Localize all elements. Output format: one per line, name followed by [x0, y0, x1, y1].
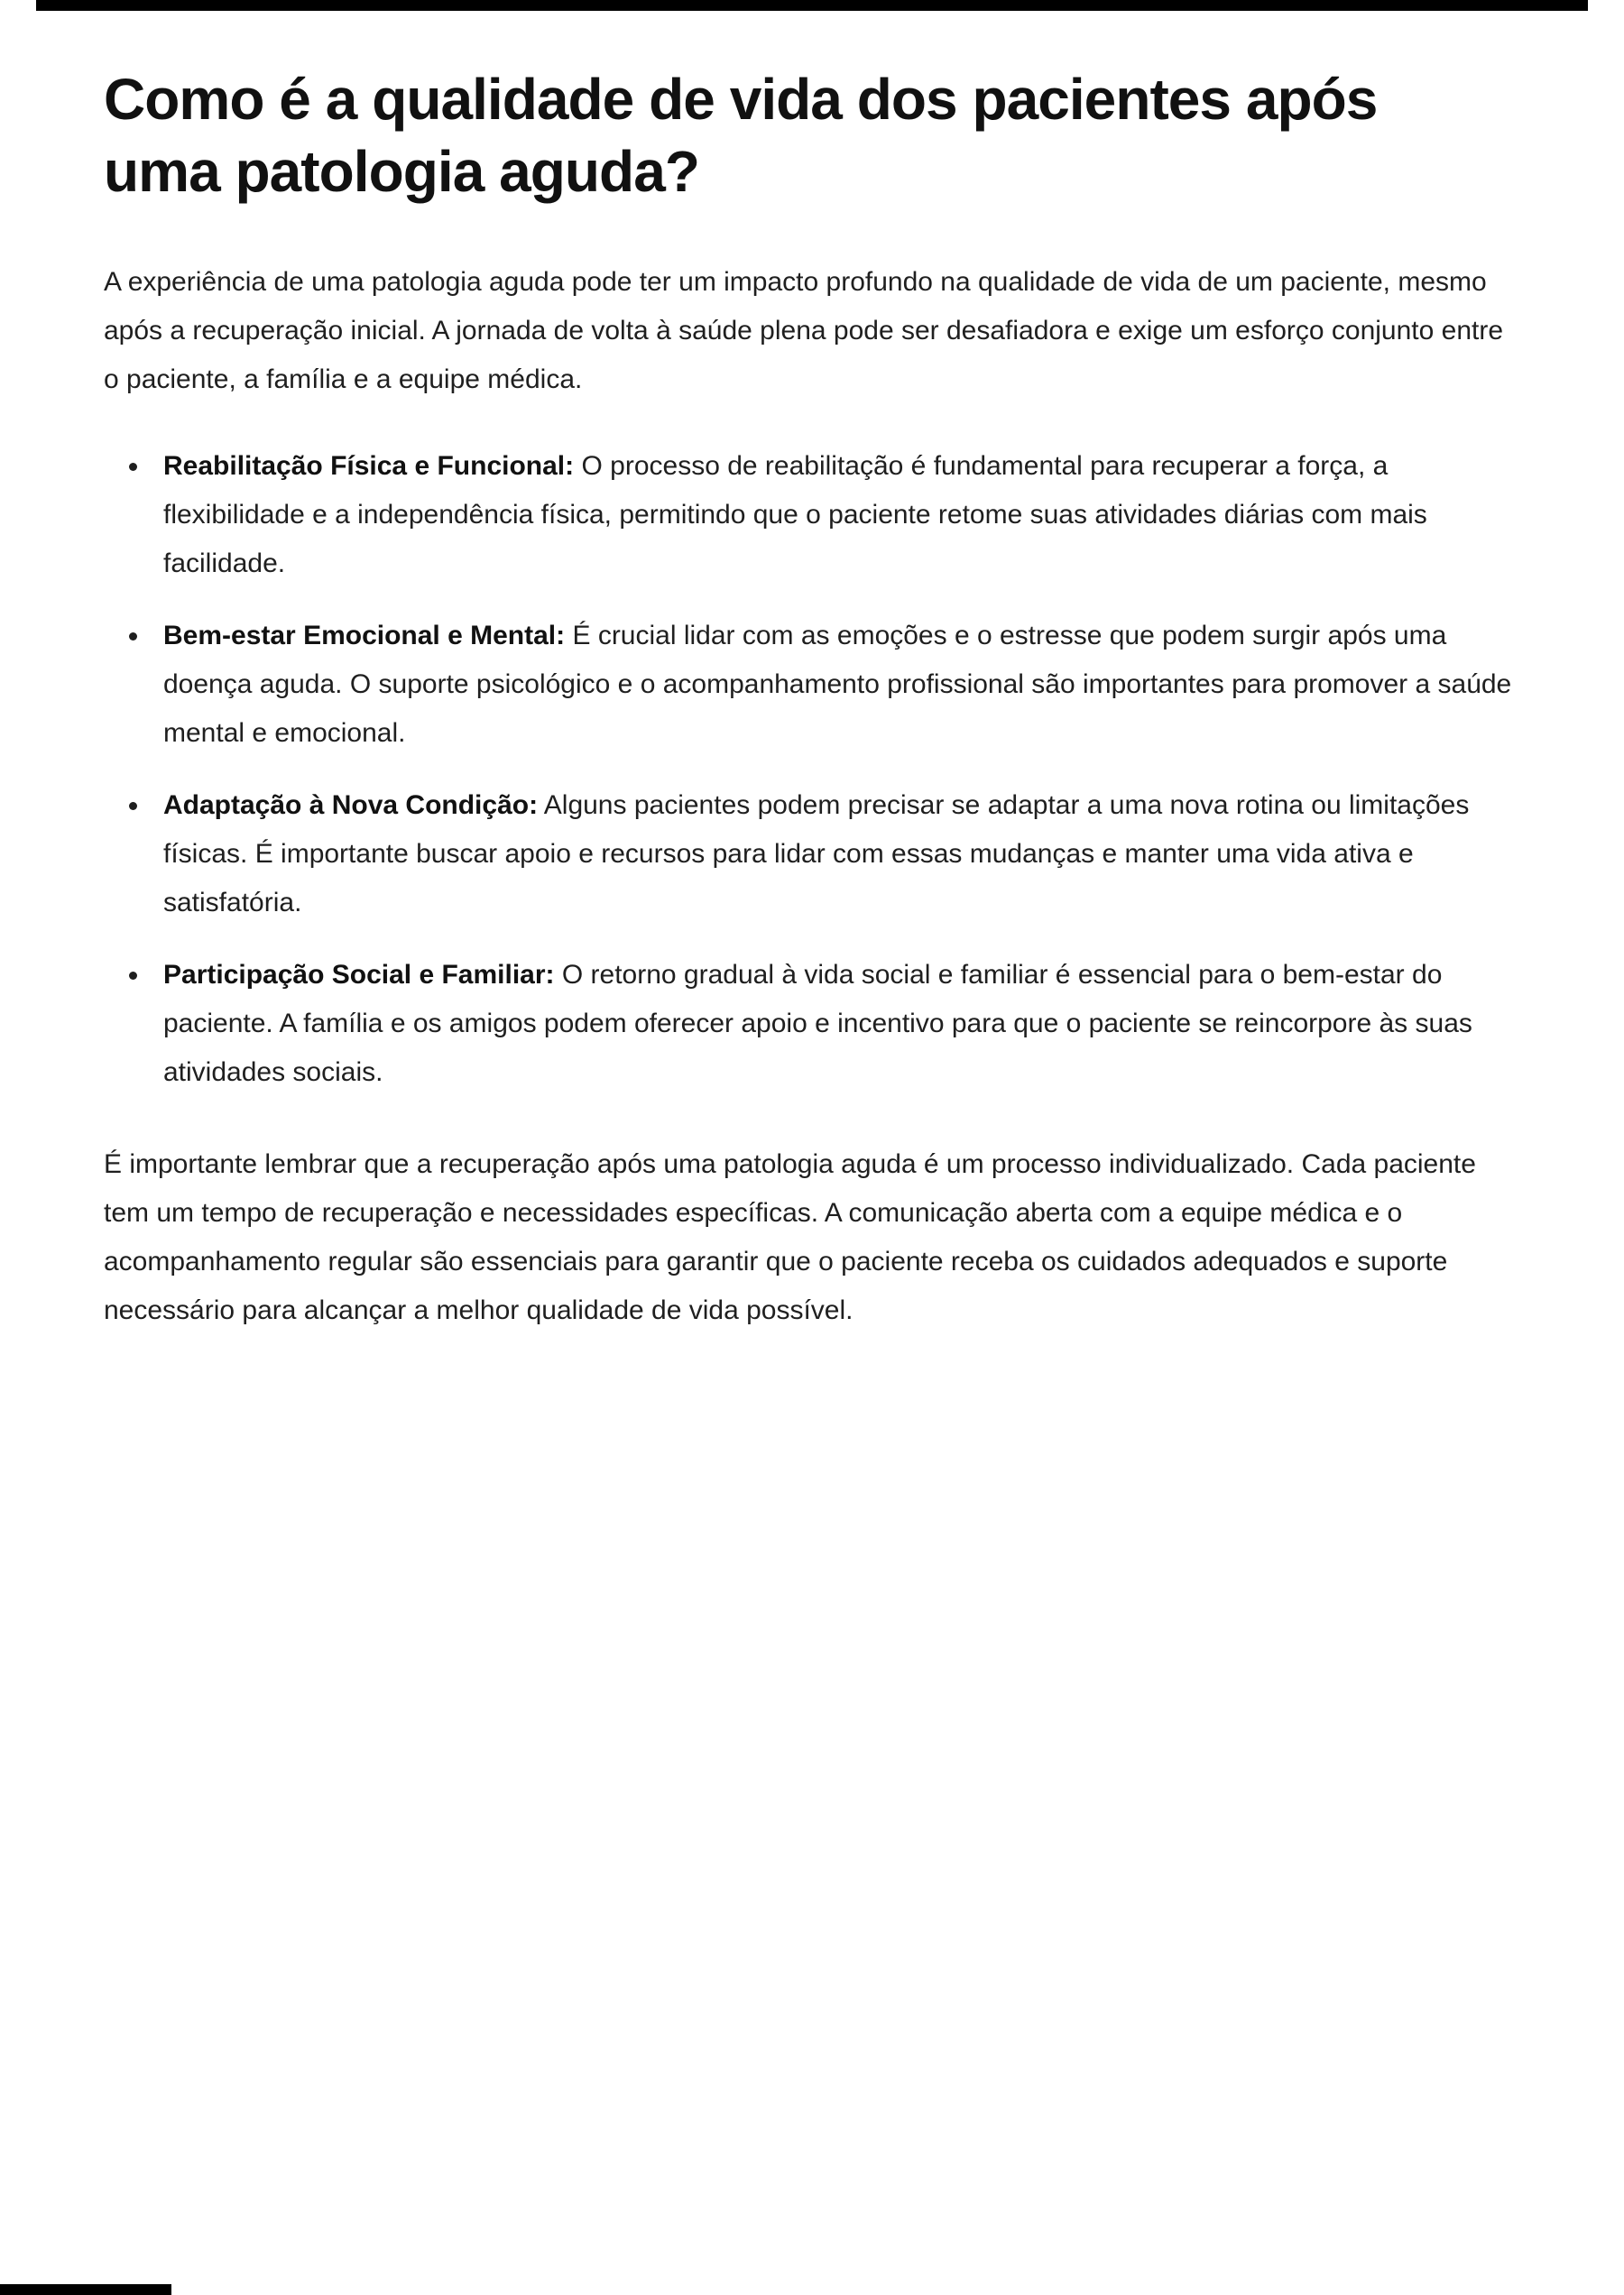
- list-item-text: O processo de reabilitação é fundamental para recuperar a força, a flexibilidade e a independência física, permitindo que o paciente retome suas atividades diárias com mais facilidade.: [163, 451, 1427, 578]
- list-item: [151, 951, 1520, 1097]
- list-item-label: Bem-estar Emocional e Mental:: [163, 621, 566, 650]
- list-item-label: Reabilitação Física e Funcional:: [163, 451, 575, 481]
- list-item-label: Participação Social e Familiar:: [163, 960, 555, 990]
- bullet-list: [104, 442, 1520, 1097]
- bottom-divider-bar: [0, 2284, 171, 2295]
- closing-paragraph: É importante lembrar que a recuperação após uma patologia aguda é um processo individualizado. Cada paciente tem um tempo de recuperação e necessidades específicas. A comunicação aberta com a equipe médica e o acompanhamento regular são essenciais para garantir que o paciente receba os cuidados adequados e suporte necessário para alcançar a melhor qualidade de vida possível.: [104, 1149, 1476, 1325]
- list-item-text: Alguns pacientes podem precisar se adaptar a uma nova rotina ou limitações físicas. É importante buscar apoio e recursos para lidar com essas mudanças e manter uma vida ativa e satisfatória.: [163, 790, 1470, 917]
- list-item: [151, 612, 1520, 758]
- list-item: [151, 442, 1520, 588]
- list-item-text: O retorno gradual à vida social e familiar é essencial para o bem-estar do paciente. A família e os amigos podem oferecer apoio e incentivo para que o paciente se reincorpore às suas atividades sociais.: [163, 960, 1472, 1087]
- list-item-label: Adaptação à Nova Condição:: [163, 790, 539, 820]
- list-item: [151, 781, 1520, 927]
- top-divider-bar: [36, 0, 1588, 11]
- intro-paragraph: A experiência de uma patologia aguda pode ter um impacto profundo na qualidade de vida de um paciente, mesmo após a recuperação inicial. A jornada de volta à saúde plena pode ser desafiadora e exige um esforço conjunto entre o paciente, a família e a equipe médica.: [104, 267, 1504, 394]
- page-title: Como é a qualidade de vida dos pacientes após uma patologia aguda?: [104, 67, 1378, 204]
- list-item-text: É crucial lidar com as emoções e o estresse que podem surgir após uma doença aguda. O suporte psicológico e o acompanhamento profissional são importantes para promover a saúde mental e emocional.: [163, 621, 1512, 748]
